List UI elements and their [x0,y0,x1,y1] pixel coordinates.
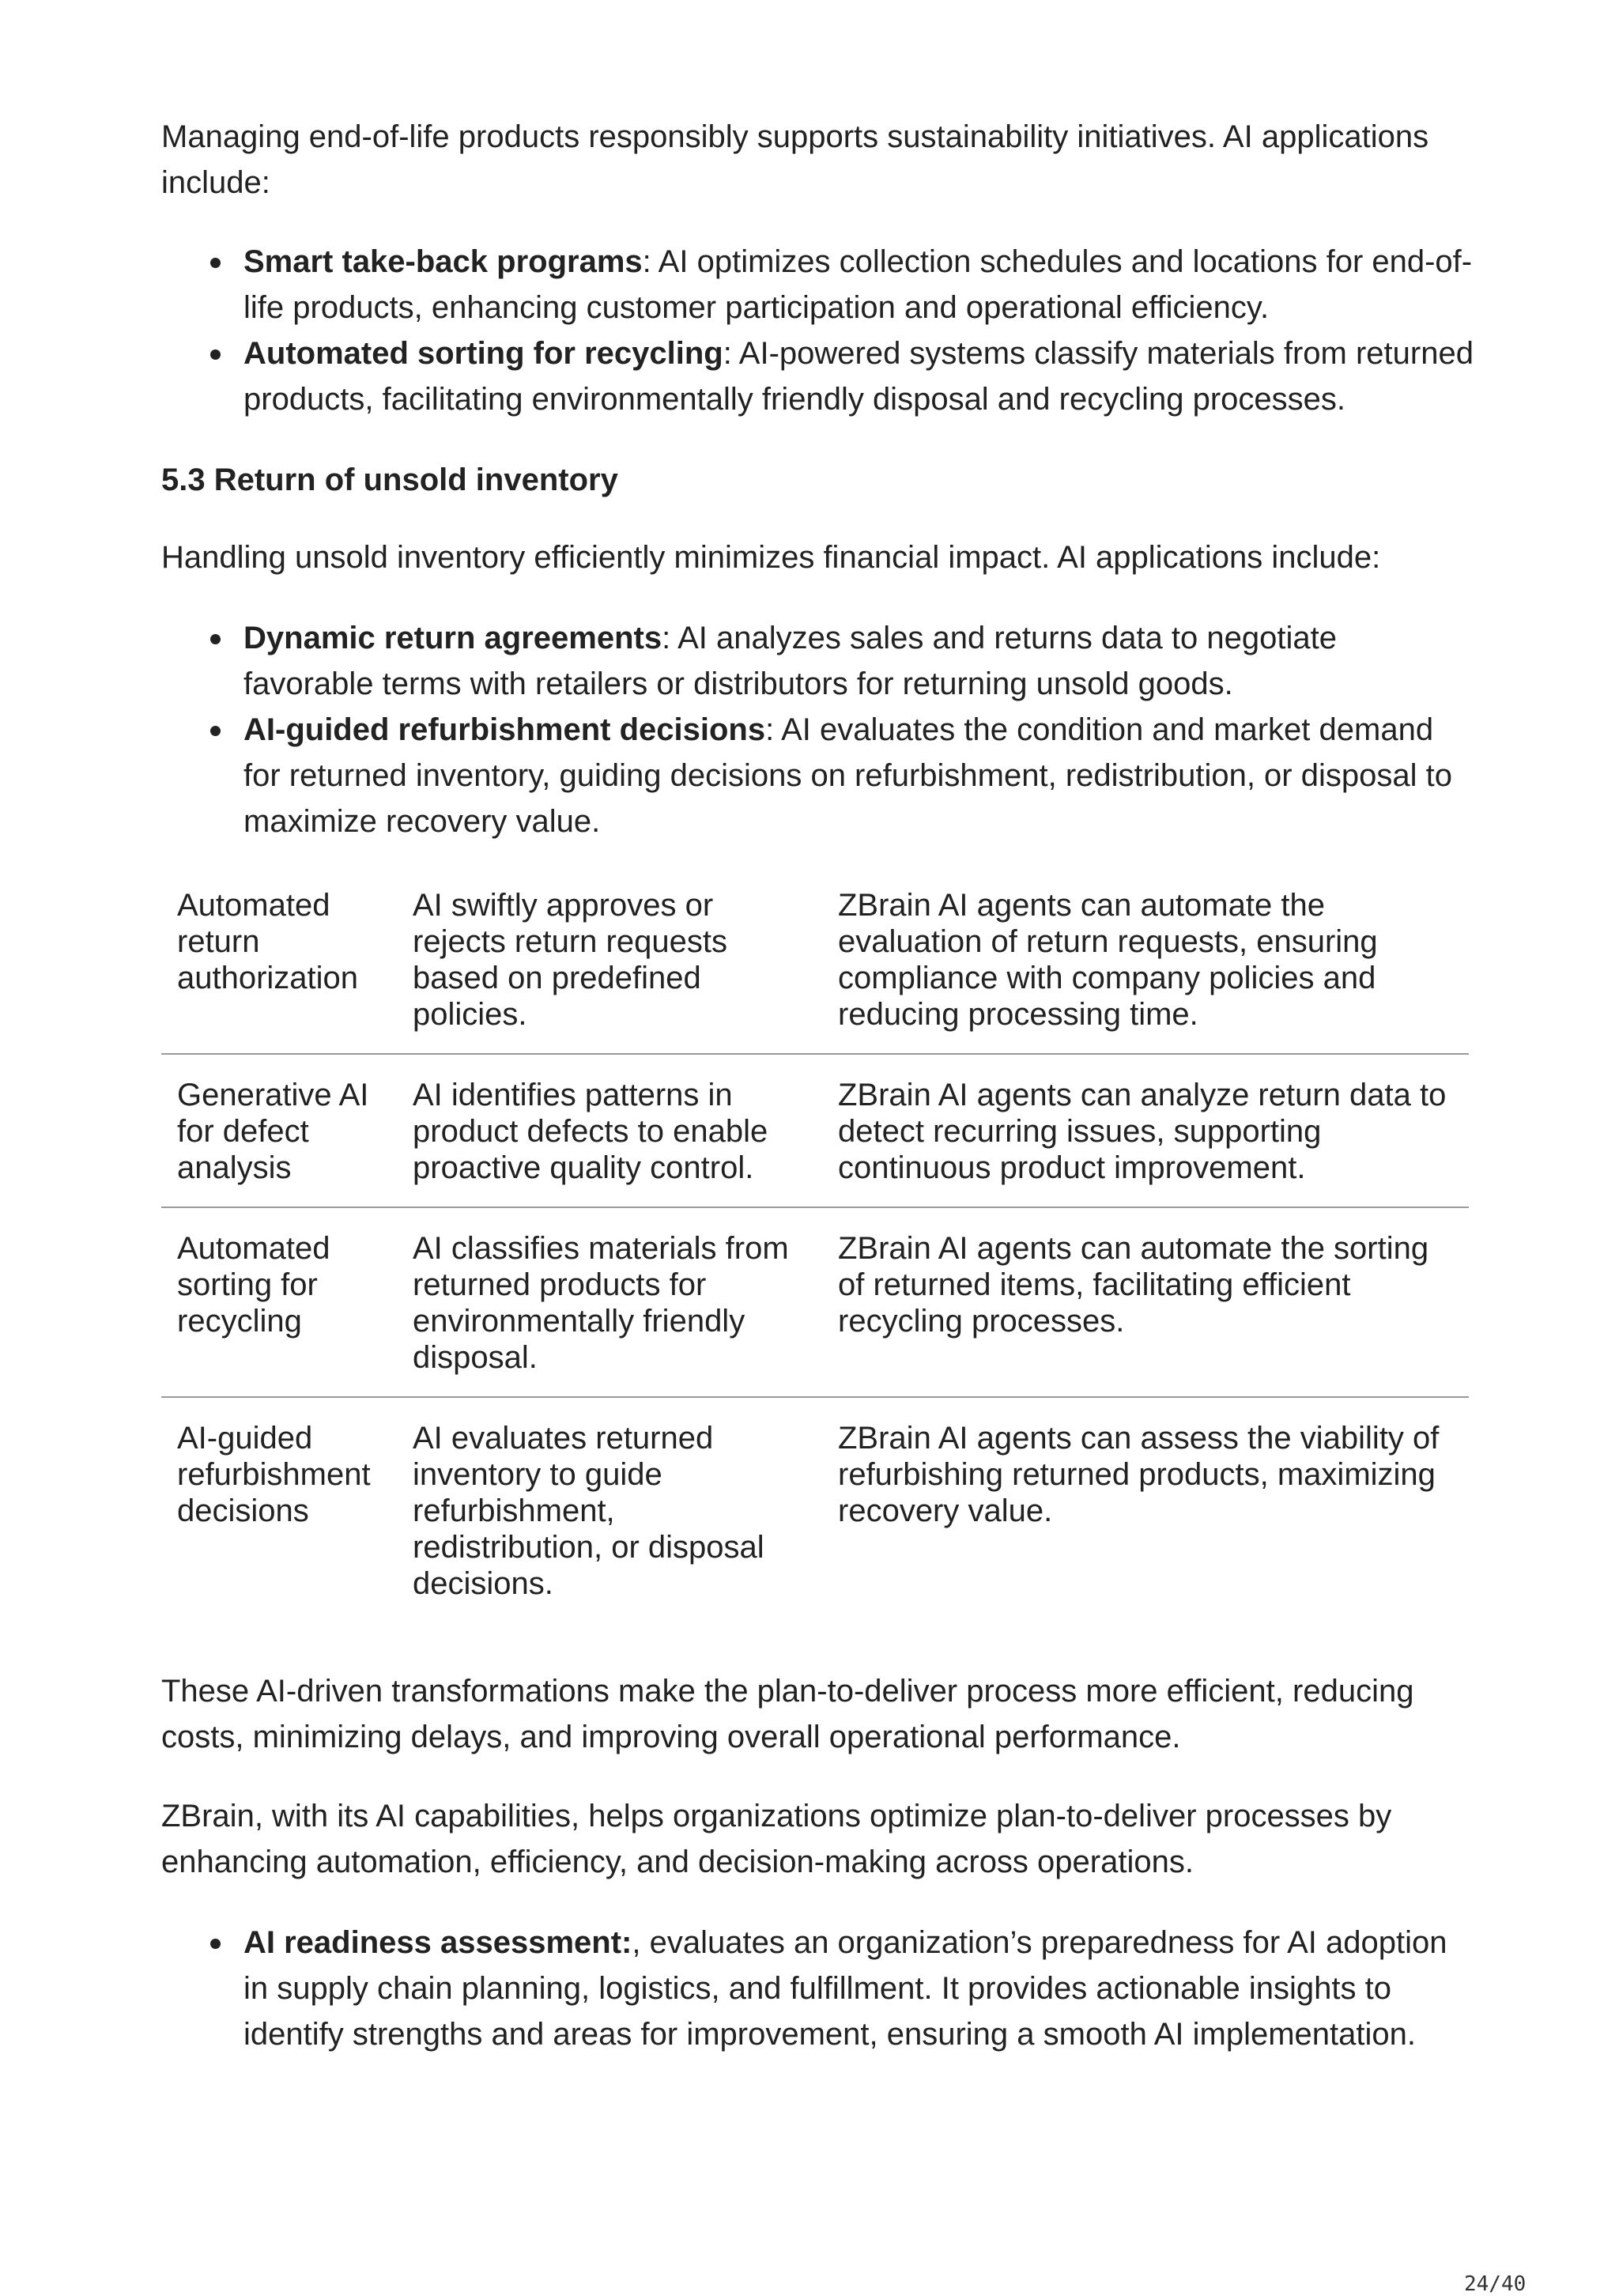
bullet-text: : AI optimizes collection schedules and locations for end-of-life products, enhancing customer participation and operational efficiency. [243,244,1473,325]
document-page [161,114,1474,2057]
table-cell-use-case: Automated return authorization [177,888,359,995]
table-cell-use-case: Automated sorting for recycling [161,1207,397,1397]
table-cell-zbrain: ZBrain AI agents can analyze return data to detect recurring issues, supporting continuous product improvement. [822,1054,1469,1207]
bullet-text: : AI-powered systems classify materials from returned products, facilitating environmentally friendly disposal and recycling processes. [243,336,1474,417]
ai-applications-table [161,884,1469,1622]
table-cell-description: AI identifies patterns in product defects to enable proactive quality control. [397,1054,822,1207]
list-item [243,615,1474,707]
list-item [243,239,1474,330]
table-row [161,884,1469,1054]
zbrain-paragraph: ZBrain, with its AI capabilities, helps organizations optimize plan-to-deliver processes by enhancing automation, efficiency, and decision-making across operations. [161,1799,1392,1879]
table-cell-zbrain: ZBrain AI agents can assess the viability of refurbishing returned products, maximizing recovery value. [822,1397,1469,1622]
table-cell-description: AI swiftly approves or rejects return requests based on predefined policies. [413,888,727,1032]
table-cell-description: AI classifies materials from returned products for environmentally friendly disposal. [397,1207,822,1397]
table-cell-zbrain: ZBrain AI agents can automate the sorting of returned items, facilitating efficient recycling processes. [822,1207,1469,1397]
table-cell-description: AI evaluates returned inventory to guide refurbishment, redistribution, or disposal decisions. [397,1397,822,1622]
bullet-text: : AI evaluates the condition and market demand for returned inventory, guiding decisions on refurbishment, redistribution, or disposal to maximize recovery value. [243,712,1452,839]
unsold-bullet-list [161,615,1474,844]
section-intro-paragraph: Handling unsold inventory efficiently minimizes financial impact. AI applications include: [161,540,1381,575]
table-cell-use-case: Generative AI for defect analysis [161,1054,397,1207]
page-number: 24/40 [1464,2272,1527,2296]
bullet-title: Smart take-back programs [243,244,643,279]
intro-paragraph: Managing end-of-life products responsibly supports sustainability initiatives. AI applications include: [161,119,1429,200]
list-item [243,330,1474,422]
bullet-title: Automated sorting for recycling [243,336,723,371]
table-row [161,1054,1469,1207]
table-cell-zbrain: ZBrain AI agents can automate the evaluation of return requests, ensuring compliance with company policies and reducing processing time. [838,888,1378,1032]
bullet-text: : AI analyzes sales and returns data to negotiate favorable terms with retailers or distributors for returning unsold goods. [243,621,1337,701]
zbrain-bullet-list [161,1920,1474,2057]
table-cell-use-case: AI-guided refurbishment decisions [161,1397,397,1622]
table-row [161,1207,1469,1397]
list-item [243,1920,1474,2057]
bullet-title: Dynamic return agreements [243,621,662,655]
bullet-title: AI readiness assessment: [243,1925,632,1960]
eol-bullet-list [161,239,1474,422]
bullet-text: , evaluates an organization’s preparedness for AI adoption in supply chain planning, logistics, and fulfillment. It provides actionable insights to identify strengths and areas for improvement, ensuring a smooth AI implementation. [243,1925,1447,2052]
bullet-title: AI-guided refurbishment decisions [243,712,766,747]
table-row [161,1397,1469,1622]
list-item [243,707,1474,844]
section-heading: 5.3 Return of unsold inventory [161,463,618,497]
conclusion-paragraph: These AI-driven transformations make the plan-to-deliver process more efficient, reducing costs, minimizing delays, and improving overall operational performance. [161,1674,1414,1754]
